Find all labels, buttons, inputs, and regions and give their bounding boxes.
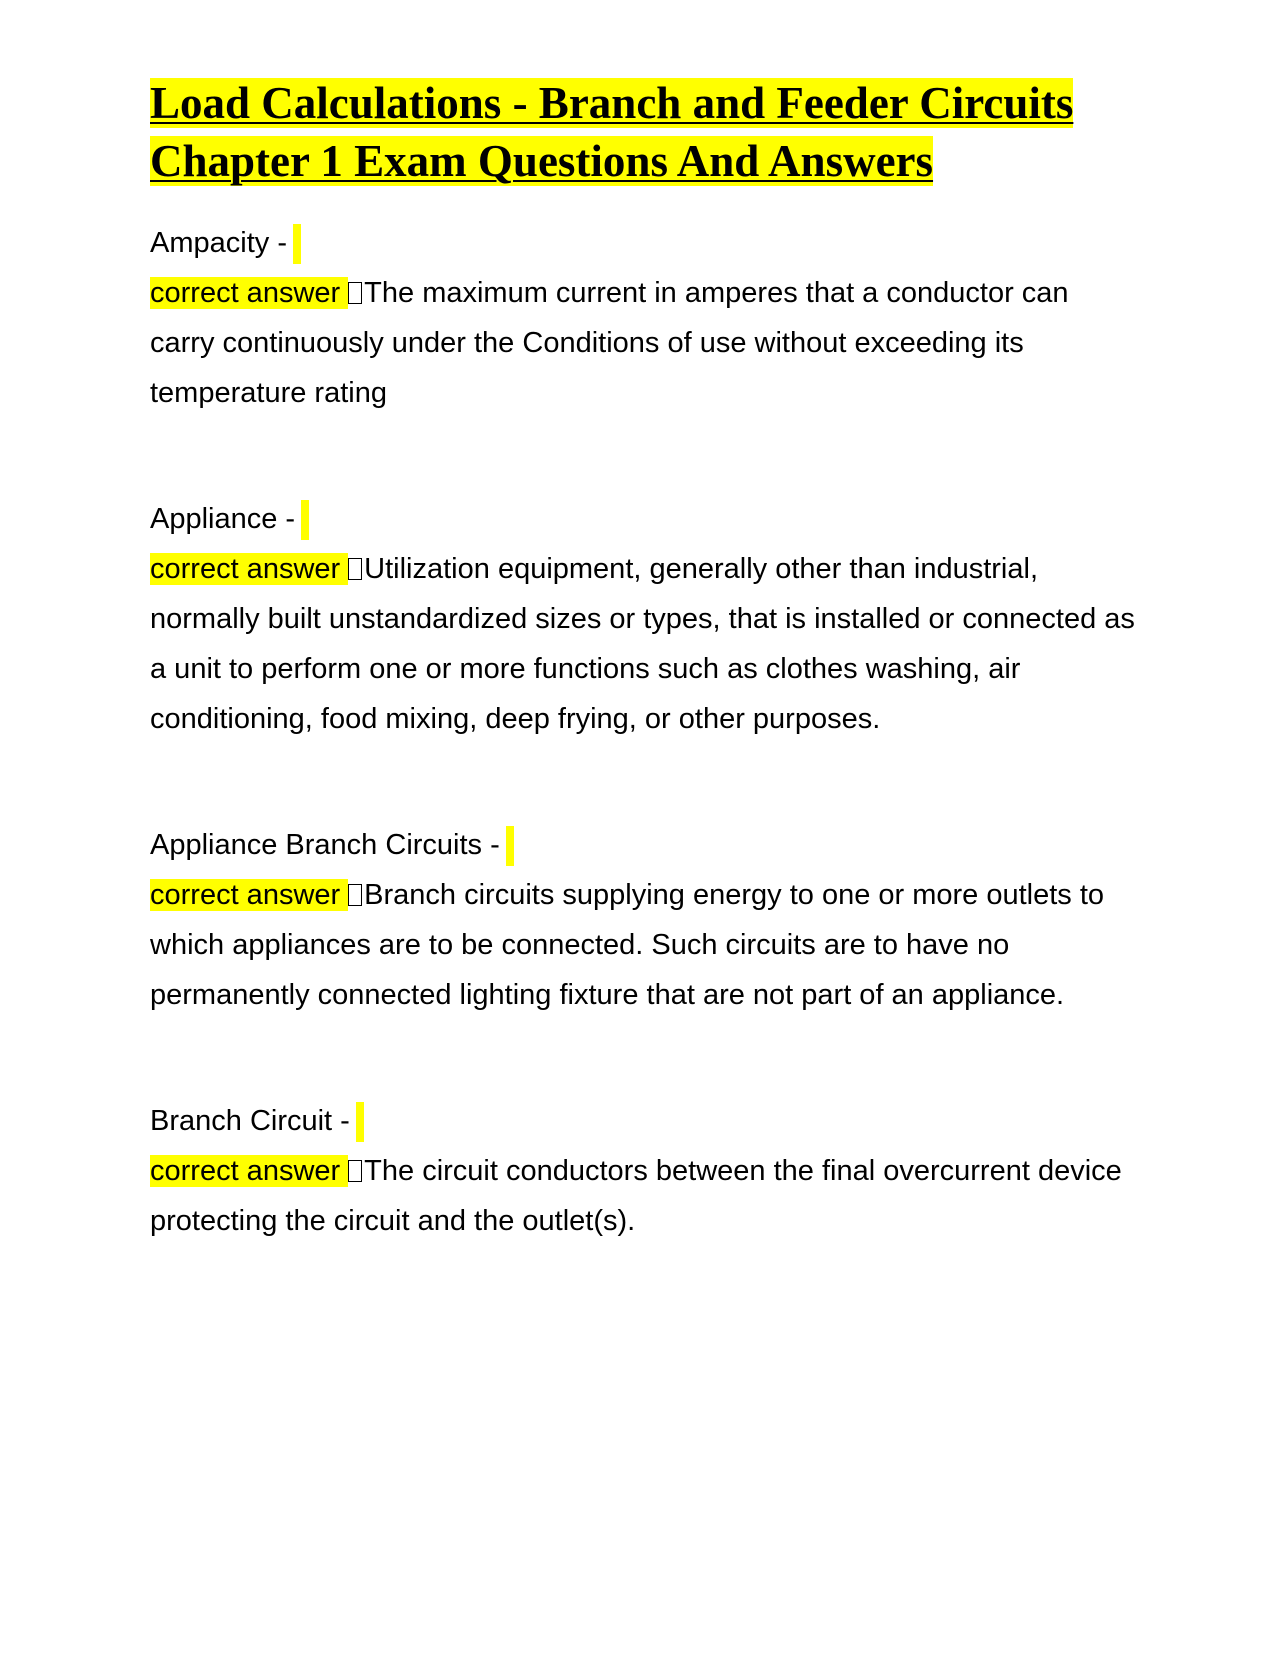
document-page	[150, 74, 1140, 1246]
highlight-mark	[356, 1102, 364, 1142]
qa-entry	[150, 1096, 1140, 1246]
answer-text: correct answer The circuit conductors between the final overcurrent device protecting the circuit and the outlet(s).	[150, 1155, 1122, 1237]
missing-glyph-icon	[348, 884, 362, 906]
highlight-mark	[506, 826, 514, 866]
qa-entry	[150, 820, 1140, 1020]
highlight-mark	[293, 224, 301, 264]
answer-text: correct answer The maximum current in amperes that a conductor can carry continuously under the Conditions of use without exceeding its temperature rating	[150, 277, 1069, 409]
answer-text: correct answer Utilization equipment, generally other than industrial, normally built unstandardized sizes or types, that is installed or connected as a unit to perform one or more functions such as clothes washing, air conditioning, food mixing, deep frying, or other purposes.	[150, 553, 1135, 735]
term-heading: Branch Circuit -	[150, 1096, 1140, 1146]
term-heading: Appliance -	[150, 494, 1140, 544]
qa-entry	[150, 494, 1140, 744]
qa-entry	[150, 218, 1140, 418]
correct-answer-label: correct answer	[150, 1155, 348, 1187]
highlight-mark	[301, 500, 309, 540]
term-heading: Ampacity -	[150, 218, 1140, 268]
missing-glyph-icon	[348, 1160, 362, 1182]
missing-glyph-icon	[348, 282, 362, 304]
term-heading: Appliance Branch Circuits -	[150, 820, 1140, 870]
missing-glyph-icon	[348, 558, 362, 580]
answer-text: correct answer Branch circuits supplying energy to one or more outlets to which appliances are to be connected. Such circuits are to have no permanently connected lighting fixture that are not part of an appliance.	[150, 879, 1105, 1011]
correct-answer-label: correct answer	[150, 277, 348, 309]
correct-answer-label: correct answer	[150, 553, 348, 585]
correct-answer-label: correct answer	[150, 879, 348, 911]
document-title: Load Calculations - Branch and Feeder Circuits Chapter 1 Exam Questions And Answers	[150, 78, 1074, 186]
